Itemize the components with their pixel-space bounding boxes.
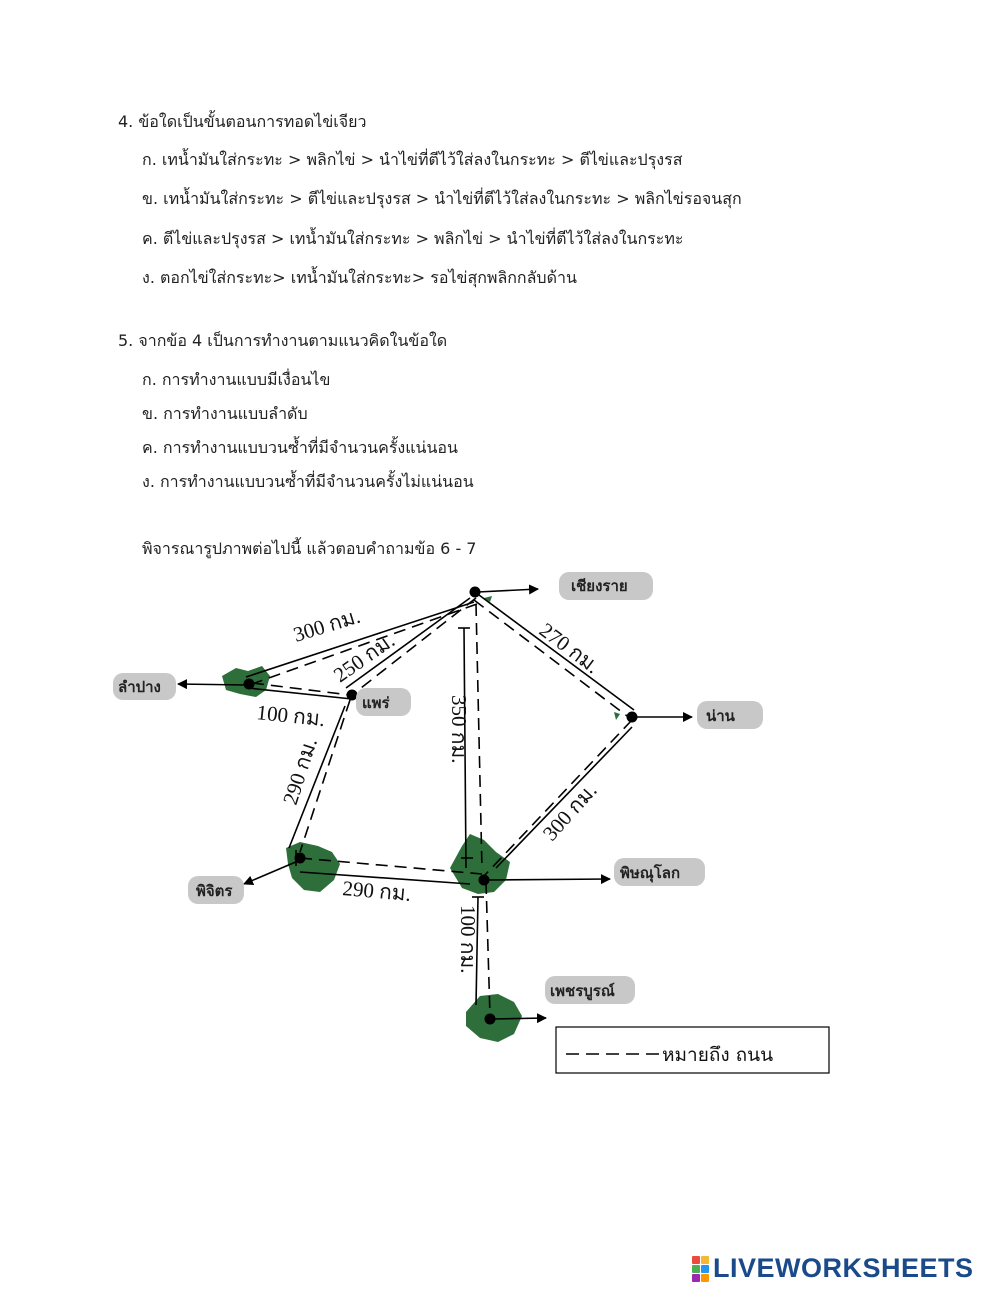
map-legend xyxy=(556,1027,829,1073)
map-instruction: พิจารณารูปภาพต่อไปนี้ แล้วตอบคำถามข้อ 6 - 7 xyxy=(142,539,477,558)
question-5: 5. จากข้อ 4 เป็นการทำงานตามแนวคิดในข้อใด xyxy=(118,331,448,350)
label-phetchabun xyxy=(545,976,635,1004)
dist-phichit-phitsanulok: 290 กม. xyxy=(341,876,412,906)
svg-text:พิจิตร: พิจิตร xyxy=(196,882,233,900)
svg-text:พิษณุโลก: พิษณุโลก xyxy=(620,864,681,882)
route-map xyxy=(0,560,1000,1090)
dist-lampang-phrae: 100 กม. xyxy=(255,700,327,732)
svg-text:หมายถึง ถนน: หมายถึง ถนน xyxy=(662,1044,774,1066)
dist-chiangrai-lampang: 300 กม. xyxy=(290,603,364,647)
phrae-dot xyxy=(347,690,358,701)
question-4: 4. ข้อใดเป็นขั้นตอนการทอดไข่เจียว xyxy=(118,112,367,131)
phitsanulok-dot xyxy=(479,875,490,886)
label-phrae xyxy=(356,688,411,716)
liveworksheets-logo xyxy=(692,1253,974,1284)
label-lampang xyxy=(113,673,176,700)
svg-text:เชียงราย: เชียงราย xyxy=(571,577,628,595)
nan-dot xyxy=(627,712,638,723)
q4-option-d[interactable]: ง. ตอกไข่ใส่กระทะ> เทน้ำมันใส่กระทะ> รอไข่สุกพลิกกลับด้าน xyxy=(142,268,577,287)
dist-chiangrai-phrae: 250 กม. xyxy=(329,628,400,688)
svg-text:ลำปาง: ลำปาง xyxy=(118,678,161,696)
label-chiang-rai xyxy=(559,572,653,600)
phitsanulok-shape xyxy=(450,834,510,894)
dist-nan-phitsanulok: 300 กม. xyxy=(537,778,602,846)
q5-option-a[interactable]: ก. การทำงานแบบมีเงื่อนไข xyxy=(142,370,331,389)
label-phitsanulok xyxy=(614,858,705,886)
q4-option-b[interactable]: ข. เทน้ำมันใส่กระทะ > ตีไข่และปรุงรส > นำไข่ที่ตีไว้ใส่ลงในกระทะ > พลิกไข่รอจนสุก xyxy=(142,189,742,208)
dist-chiangrai-nan: 270 กม. xyxy=(534,617,605,679)
q5-option-d[interactable]: ง. การทำงานแบบวนซ้ำที่มีจำนวนครั้งไม่แน่นอน xyxy=(142,472,474,491)
dist-phitsanulok-phetchabun: 100 กม. xyxy=(456,905,480,974)
dist-chiangrai-phitsanulok: 350 กม. xyxy=(447,695,471,764)
svg-text:น่าน: น่าน xyxy=(706,707,735,725)
label-phichit xyxy=(188,876,244,904)
lampang-dot xyxy=(244,679,255,690)
q4-option-a[interactable]: ก. เทน้ำมันใส่กระทะ > พลิกไข่ > นำไข่ที่ตีไว้ใส่ลงในกระทะ > ตีไข่และปรุงรส xyxy=(142,150,683,169)
q5-option-b[interactable]: ข. การทำงานแบบลำดับ xyxy=(142,404,308,423)
phichit-shape xyxy=(286,842,340,892)
label-nan xyxy=(697,701,763,729)
svg-text:เพชรบูรณ์: เพชรบูรณ์ xyxy=(550,982,615,1000)
liveworksheets-icon xyxy=(692,1256,709,1282)
svg-text:แพร่: แพร่ xyxy=(362,694,390,712)
q4-option-c[interactable]: ค. ตีไข่และปรุงรส > เทน้ำมันใส่กระทะ > พลิกไข่ > นำไข่ที่ตีไว้ใส่ลงในกระทะ xyxy=(142,229,684,248)
phetchabun-dot xyxy=(485,1014,496,1025)
q5-option-c[interactable]: ค. การทำงานแบบวนซ้ำที่มีจำนวนครั้งแน่นอน xyxy=(142,438,458,457)
brand-name: LIVEWORKSHEETS xyxy=(713,1253,974,1283)
dist-phrae-phichit: 290 กม. xyxy=(277,734,322,808)
